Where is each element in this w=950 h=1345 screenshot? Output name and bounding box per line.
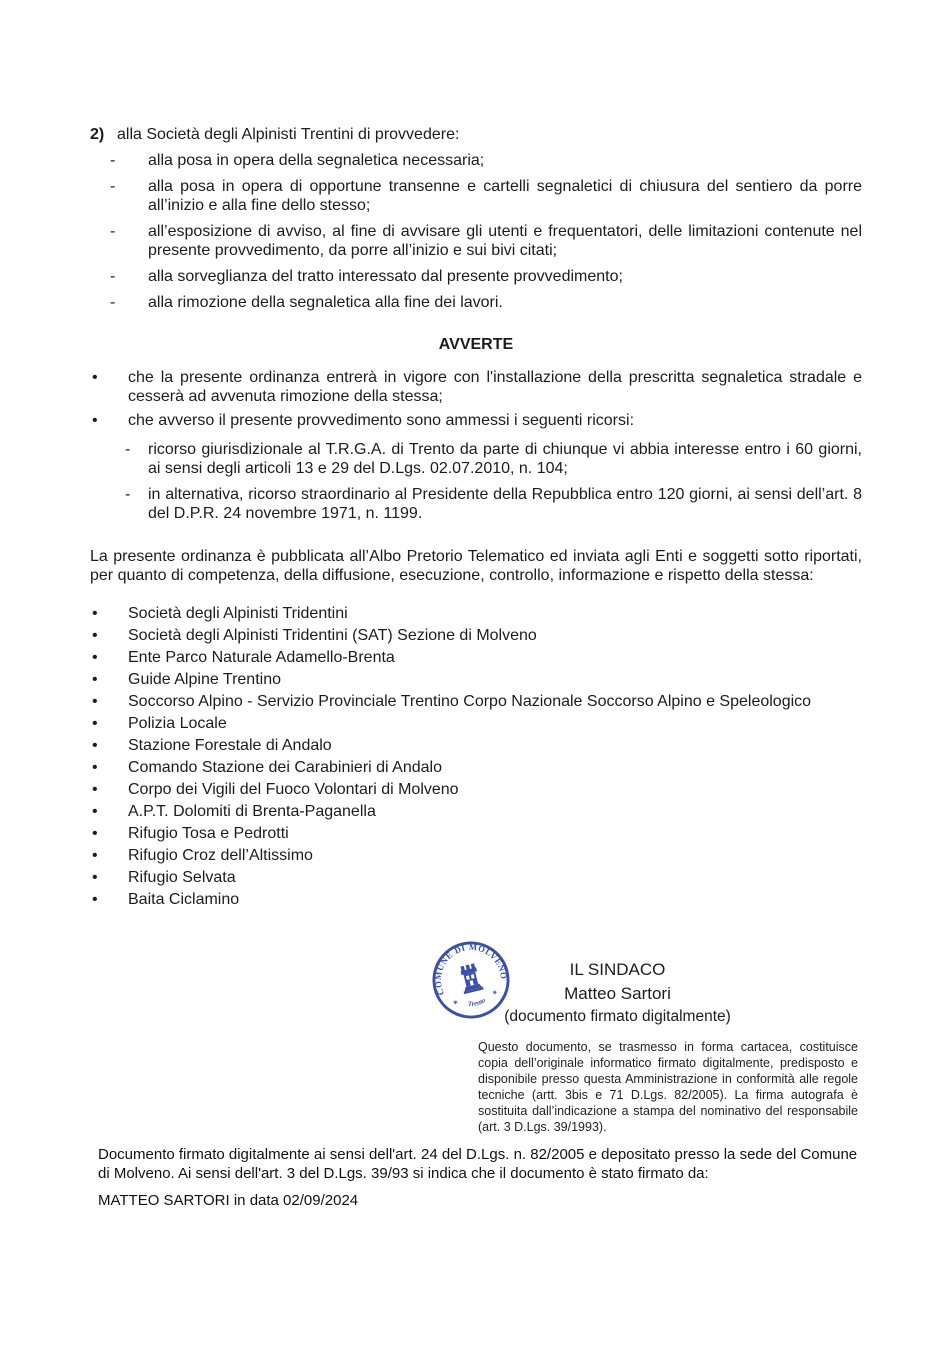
recipient-text: Soccorso Alpino - Servizio Provinciale Trentino Corpo Nazionale Soccorso Alpino e Speleologico — [128, 693, 812, 710]
list-item — [90, 440, 862, 478]
bullet-marker: • — [92, 605, 98, 622]
recipient-text: Stazione Forestale di Andalo — [128, 737, 332, 754]
list-item — [90, 824, 862, 843]
castle-emblem-icon — [458, 963, 484, 995]
stamp-top-text: COMUNE DI MOLVENO — [432, 941, 510, 997]
list-item — [90, 692, 862, 711]
item2-intro-text: alla Società degli Alpinisti Trentini di provvedere: — [117, 126, 460, 143]
list-item — [90, 177, 862, 215]
bullet-marker: • — [92, 781, 98, 798]
list-item — [90, 485, 862, 523]
recipient-text: Comando Stazione dei Carabinieri di Andalo — [128, 759, 442, 776]
list-item — [90, 670, 862, 689]
stamp-bottom-text: Trento — [467, 996, 488, 1009]
bullet-marker: • — [92, 825, 98, 842]
bullet-marker: • — [92, 869, 98, 886]
list-item — [90, 368, 862, 406]
appeal-text: in alternativa, ricorso straordinario al Presidente della Repubblica entro 120 giorni, ai sensi dell’art. 8 del D.P.R. 24 novembre 1971, n. 1199. — [148, 486, 862, 522]
recipient-text: Rifugio Tosa e Pedrotti — [128, 825, 289, 842]
list-item — [90, 802, 862, 821]
item2-intro — [90, 125, 862, 144]
bullet-marker: • — [92, 759, 98, 776]
document-body — [90, 125, 862, 912]
task-text: alla posa in opera della segnaletica necessaria; — [148, 152, 485, 169]
list-item — [90, 890, 862, 909]
stamp-star-left: ✶ — [452, 999, 459, 1007]
signer-role: IL SINDACO — [569, 960, 666, 979]
publication-paragraph: La presente ordinanza è pubblicata all’Albo Pretorio Telematico ed inviata agli Enti e soggetti sotto riportati, per quanto di competenza, della diffusione, esecuzione, controllo, informazione e rispetto della stessa: — [90, 548, 862, 584]
digital-signature-note: (documento firmato digitalmente) — [504, 1008, 731, 1025]
point-text: che la presente ordinanza entrerà in vigore con l'installazione della prescritta segnaletica stradale e cesserà ad avvenuta rimozione della stessa; — [128, 369, 862, 405]
point-text: che avverso il presente provvedimento sono ammessi i seguenti ricorsi: — [128, 412, 635, 429]
bullet-marker: • — [92, 627, 98, 644]
dash-marker: - — [125, 441, 131, 458]
recipient-text: Guide Alpine Trentino — [128, 671, 281, 688]
list-item — [90, 626, 862, 645]
list-item — [90, 736, 862, 755]
task-text: alla posa in opera di opportune transenne e cartelli segnaletici di chiusura del sentiero da porre all’inizio e alla fine dello stesso; — [148, 178, 862, 214]
signer-name: Matteo Sartori — [564, 984, 671, 1003]
task-text: alla rimozione della segnaletica alla fine dei lavori. — [148, 294, 503, 311]
recipient-text: Rifugio Selvata — [128, 869, 236, 886]
list-item — [90, 868, 862, 887]
list-item — [90, 267, 862, 286]
bullet-marker: • — [92, 649, 98, 666]
footer — [98, 1146, 868, 1211]
bullet-marker: • — [92, 891, 98, 908]
dash-marker: - — [110, 294, 116, 311]
item2-number: 2) — [90, 126, 105, 143]
appeal-text: ricorso giurisdizionale al T.R.G.A. di Trento da parte di chiunque vi abbia interesse entro i 60 giorni, ai sensi degli articoli 13 e 29 del D.Lgs. 02.07.2010, n. 104; — [148, 441, 862, 477]
bullet-marker: • — [92, 412, 98, 429]
signature-block — [500, 958, 735, 1027]
list-item — [90, 780, 862, 799]
dash-marker: - — [110, 152, 116, 169]
recipient-text: Ente Parco Naturale Adamello-Brenta — [128, 649, 395, 666]
bullet-marker: • — [92, 803, 98, 820]
list-item — [90, 714, 862, 733]
recipients-list — [90, 604, 862, 909]
list-item — [90, 411, 862, 430]
dash-marker: - — [125, 486, 131, 503]
dash-marker: - — [110, 178, 116, 195]
task-text: all’esposizione di avviso, al fine di avvisare gli utenti e frequentatori, delle limitazioni contenute nel presente provvedimento, da porre all’inizio e sui bivi citati; — [148, 223, 862, 259]
bullet-marker: • — [92, 369, 98, 386]
digital-copy-legal-note: Questo documento, se trasmesso in forma cartacea, costituisce copia dell’originale informatico firmato digitalmente, predisposto e disponibile presso questa Amministrazione in conformità alle regole tecniche (artt. 3bis e 71 D.Lgs. 82/2005). La firma autografa è sostituita dall’indicazione a stampa del nominativo del responsabile (art. 3 D.Lgs. 39/1993). — [478, 1040, 858, 1134]
appeals-list — [90, 440, 862, 523]
list-item — [90, 648, 862, 667]
bullet-marker: • — [92, 847, 98, 864]
footer-signer-line: MATTEO SARTORI in data 02/09/2024 — [98, 1192, 359, 1209]
recipient-text: Società degli Alpinisti Tridentini — [128, 605, 348, 622]
footer-signature-statement: Documento firmato digitalmente ai sensi dell'art. 24 del D.Lgs. n. 82/2005 e depositato presso la sede del Comune di Molveno. Ai sensi dell'art. 3 del D.Lgs. 39/93 si indica che il documento è stato firmato da: — [98, 1146, 858, 1182]
recipient-text: Società degli Alpinisti Tridentini (SAT) Sezione di Molveno — [128, 627, 537, 644]
recipient-text: A.P.T. Dolomiti di Brenta-Paganella — [128, 803, 376, 820]
dash-marker: - — [110, 268, 116, 285]
dash-marker: - — [110, 223, 116, 240]
list-item — [90, 604, 862, 623]
bullet-marker: • — [92, 671, 98, 688]
avverte-heading: AVVERTE — [438, 336, 514, 353]
recipient-text: Corpo dei Vigili del Fuoco Volontari di Molveno — [128, 781, 459, 798]
list-item — [90, 151, 862, 170]
bullet-marker: • — [92, 693, 98, 710]
task-text: alla sorveglianza del tratto interessato dal presente provvedimento; — [148, 268, 623, 285]
list-item — [90, 846, 862, 865]
list-item — [90, 293, 862, 312]
item2-task-list — [90, 151, 862, 312]
bullet-marker: • — [92, 715, 98, 732]
recipient-text: Baita Ciclamino — [128, 891, 240, 908]
list-item — [90, 758, 862, 777]
list-item — [90, 222, 862, 260]
avverte-point-list — [90, 368, 862, 430]
bullet-marker: • — [92, 737, 98, 754]
recipient-text: Rifugio Croz dell’Altissimo — [128, 847, 313, 864]
recipient-text: Polizia Locale — [128, 715, 227, 732]
stamp-star-right: ✶ — [491, 990, 499, 998]
